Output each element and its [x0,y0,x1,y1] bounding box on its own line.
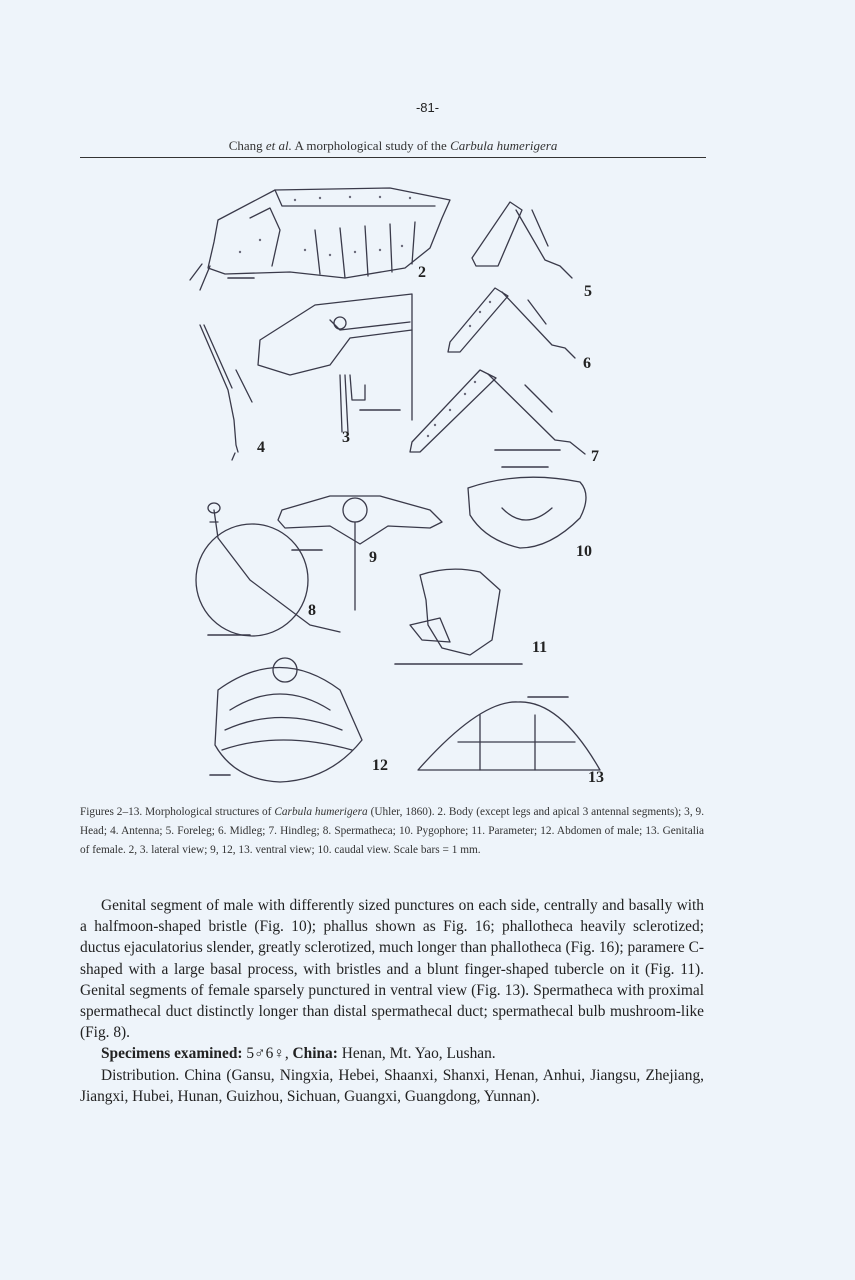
figure-5-foreleg-drawing [472,202,572,278]
paragraph-genital-description: Genital segment of male with differently sized punctures on each side, centrally and basally with a halfmoon-shaped bristle (Fig. 10); phallus shown as Fig. 16; phallotheca heavily sclerotized; ductus ejaculatorius slender, greatly sclerotized, much longer than phallotheca (Fig. 16); paramere C-shaped with a large basal process, with bristles and a blunt finger-shaped tubercle on it (Fig. 11). Genital segments of female sparsely punctured in ventral view (Fig. 13). Spermatheca with proximal spermathecal duct distinctly longer than distal spermathecal duct; spermathecal bulb mushroom-like (Fig. 8). [80,897,704,1042]
figure-label-13: 13 [588,769,604,786]
figure-11-paramere-drawing [395,569,522,664]
running-head-title: A morphological study of the [294,138,447,153]
specimens-label: Specimens examined: [101,1045,243,1063]
body-text [80,895,704,1107]
figure-label-2: 2 [418,264,426,281]
running-head [80,138,706,154]
header-rule [80,157,706,158]
page-number: -81- [415,100,440,115]
figure-label-10: 10 [576,543,592,560]
caption-species: Carbula humerigera [274,806,368,818]
figure-6-midleg-drawing [448,288,575,358]
figure-label-12: 12 [372,757,388,774]
paragraph-distribution: Distribution. China (Gansu, Ningxia, Hebei, Shaanxi, Shanxi, Henan, Anhui, Jiangsu, Zhejiang, Jiangxi, Hubei, Hunan, Guizhou, Sichuan, Guangxi, Guangdong, Yunnan). [80,1066,704,1105]
figure-label-4: 4 [257,439,265,456]
figure-7-hindleg-drawing [410,370,585,467]
figure-10-pygophore-drawing [468,450,586,548]
figure-label-9: 9 [369,549,377,566]
figure-label-7: 7 [591,448,599,465]
figure-label-8: 8 [308,602,316,619]
figure-caption [80,803,704,860]
figure-plate [180,170,620,795]
specimens-region: China: [292,1045,338,1063]
caption-text: (Uhler, 1860). 2. Body (except legs and apical 3 antennal segments); 3, 9. Head; 4. Antenna; 5. Foreleg; 6. Midleg; 7. Hindleg; 8. Spermatheca; 10. Pygophore; 11. Parameter; 12. Abdomen of male; 13. Genitalia of female. 2, 3. lateral view; 9, 12, 13. ventral view; 10. caudal view. Scale bars = 1 mm. [80,806,705,856]
figure-8-spermatheca-drawing [196,503,340,636]
running-head-authors: Chang [228,138,263,153]
figure-2-body-lateral-drawing [190,188,450,290]
figure-4-antenna-drawing [200,325,252,460]
figure-12-abdomen-drawing [210,658,362,782]
running-head-species: Carbula humerigera [450,138,558,153]
caption-lead: Figures 2–13. Morphological structures of [80,806,272,818]
figure-label-3: 3 [342,429,350,446]
specimens-count: 5♂︎6♀︎, [246,1045,289,1063]
running-head-etal: et al. [265,138,292,153]
figure-9-head-ventral-drawing [278,496,442,610]
specimens-localities: Henan, Mt. Yao, Lushan. [341,1045,496,1063]
figure-label-6: 6 [583,355,591,372]
paragraph-specimens [80,1043,704,1064]
figure-label-11: 11 [532,639,548,656]
figure-13-genitalia-drawing [418,697,600,770]
figure-3-head-lateral-drawing [258,294,412,432]
figure-label-5: 5 [584,283,592,300]
